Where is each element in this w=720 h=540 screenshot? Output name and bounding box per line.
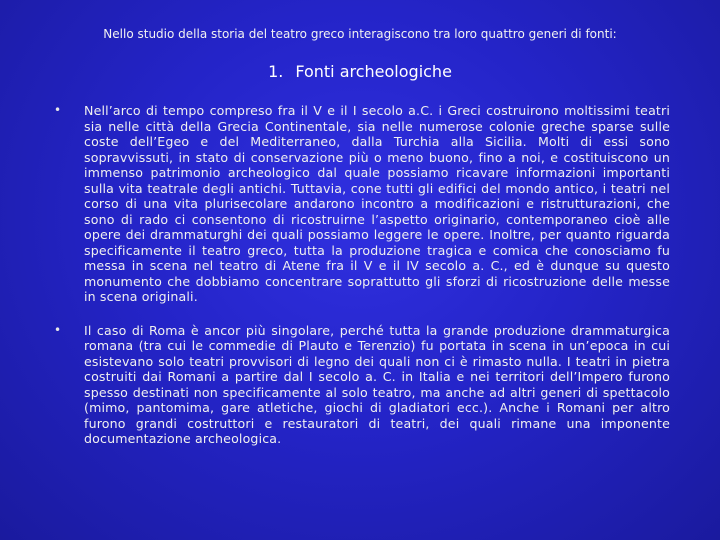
bullet-marker-icon: • — [54, 322, 62, 337]
bullet-text: Nell’arco di tempo compreso fra il V e il I secolo a.C. i Greci costruirono moltissimi teatri sia nelle città della Grecia Continentale, sia nelle numerose colonie greche sparse sulle coste dell’Egeo e del Mediterraneo, dalla Turchia alla Sicilia. Molti di essi sono sopravvissuti, in stato di conservazione più o meno buono, fino a noi, e costituiscono un immenso patrimonio archeologico dal quale possiamo ricavare informazioni importanti sulla vita teatrale degli antichi. Tuttavia, cone tutti gli edifici del mondo antico, i teatri nel corso di una vita plurisecolare andarono incontro a modificazioni e ristrutturazioni, che sono di rado ci consentono di ricostruirne l’aspetto originario, contemporaneo cioè alle opere dei drammaturghi dei quali possiamo leggere le opere. Inoltre, per quanto riguarda specificamente il teatro greco, tutta la produzione tragica e comica che conosciamo fu messa in scena nel teatro di Atene fra il V e il IV secolo a. C., ed è dunque su questo monumento che dobbiamo concentrare soprattutto gli sforzi di ricostruzione delle messe in scena originali. — [84, 103, 670, 304]
intro-text: Nello studio della storia del teatro greco interagiscono tra loro quattro generi di fonti: — [103, 27, 617, 41]
bullet-text: Il caso di Roma è ancor più singolare, perché tutta la grande produzione drammaturgica romana (tra cui le commedie di Plauto e Terenzio) fu portata in scena in un’epoca in cui esistevano solo teatri provvisori di legno dei quali non ci è rimasto nulla. I teatri in pietra costruiti dai Romani a partire dal I secolo a. C. in Italia e nei territori dell’Impero furono spesso destinati non specificamente al solo teatro, ma anche ad altri generi di spettacolo (mimo, pantomima, gare atletiche, giochi di gladiatori ecc.). Anche i Romani per altro furono grandi costruttori e restauratori di teatri, dei quali rimane una imponente documentazione archeologica. — [84, 322, 670, 446]
section-heading — [0, 62, 720, 81]
bullet-list — [50, 103, 670, 447]
bullet-item-ancient-greek-theatres — [50, 103, 670, 305]
heading-number: 1. — [268, 62, 284, 81]
bullet-marker-icon: • — [54, 103, 62, 117]
heading-title: Fonti archeologiche — [295, 62, 452, 81]
bullet-item-roman-theatres — [50, 323, 670, 447]
